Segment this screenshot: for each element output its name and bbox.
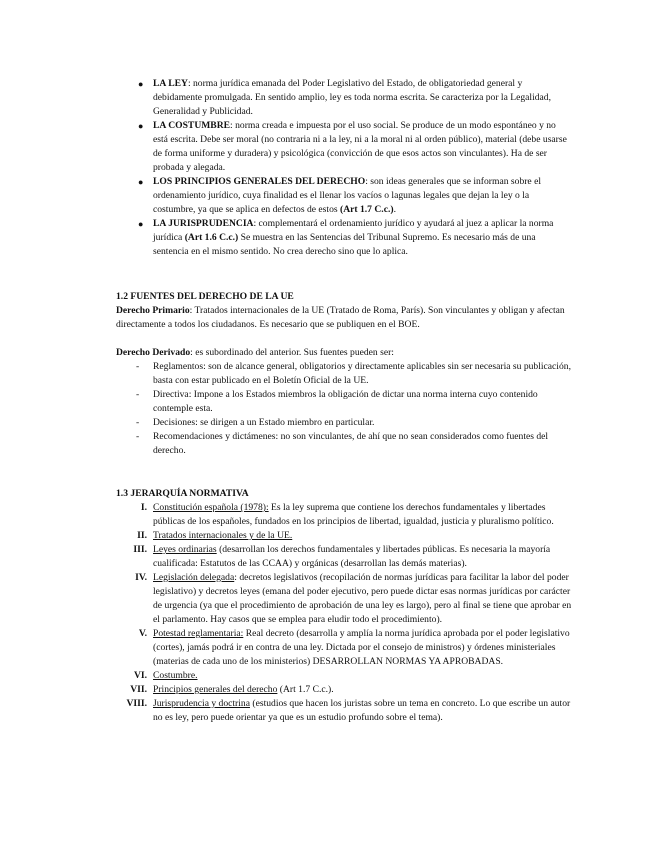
bullet-text-end: Se muestra en las Sentencias del Tribunal Supremo. Es necesario más de una sentencia en el mismo sentido. No crea derecho sino que lo aplica. (153, 232, 536, 257)
dash-marker: - (136, 361, 140, 372)
paragraph-primario (116, 304, 576, 332)
roman-numeral: VII. (130, 684, 147, 695)
list-item (116, 388, 576, 416)
article-reference: (Art 1.6 C.c.) (184, 232, 239, 243)
roman-numeral: VI. (133, 670, 147, 681)
list-item (116, 501, 576, 529)
list-item-text: Reglamentos: son de alcance general, obligatorios y directamente aplicables sin ser necesaria su publicación, basta con estar publicado en el Boletín Oficial de la UE. (153, 361, 571, 386)
list-item (116, 416, 576, 430)
list-item (116, 571, 576, 627)
list-item (116, 529, 576, 543)
item-text: Es la ley suprema que contiene los derechos fundamentales y libertades públicas de los españoles, fundados en los principios de libertad, igualdad, justicia y pluralismo político. (153, 502, 554, 527)
list-item (116, 697, 576, 725)
item-text: (desarrollan los derechos fundamentales y libertades públicas. Es necesaria la mayoría cualificada: Estatutos de las CCAA) y orgánicas (desarrollan las demás materias). (153, 544, 551, 569)
hierarchy-list (116, 501, 576, 725)
term-primario: Derecho Primario (116, 305, 190, 316)
list-item-text: Recomendaciones y dictámenes: no son vinculantes, de ahí que no sean considerados como fuentes del derecho. (153, 431, 549, 456)
item-term: Constitución española (1978): (153, 502, 269, 513)
bullet-text: : norma creada e impuesta por el uso social. Se produce de un modo espontáneo y no está escrita. Debe ser moral (no contraria ni a la ley, ni a la moral ni al orden público), material (debe usarse de forma uniforme y duradera) y psicológica (convicción de que esos actos son vinculantes). Ha de ser probada y alegada. (153, 120, 567, 173)
bullet-text: : complementará el ordenamiento jurídico y ayudará al juez a aplicar la norma jurídica (153, 218, 554, 243)
bullet-icon: ● (138, 79, 144, 89)
section-heading: 1.2 FUENTES DEL DERECHO DE LA UE (116, 291, 294, 302)
item-term: Tratados internacionales y de la UE. (153, 530, 293, 541)
list-item (116, 360, 576, 388)
roman-numeral: IV. (135, 572, 147, 583)
list-item (116, 119, 572, 175)
item-term: Potestad reglamentaria: (153, 628, 244, 639)
item-term: Legislación delegada (153, 572, 235, 583)
bullet-text-end: . (393, 204, 396, 215)
section-fuentes (116, 290, 576, 458)
item-text: Real decreto (desarrolla y amplía la norma jurídica aprobada por el poder legislativo (cortes), jamás podrá ir en contra de una ley. Dictada por el consejo de ministros) y órdenes ministeriales (materias de cada uno de los ministerios) DESARROLLAN NORMAS YA APROBADAS. (153, 628, 570, 667)
bullet-icon: ● (138, 121, 144, 131)
list-item (116, 683, 576, 697)
item-text: : decretos legislativos (recopilación de normas jurídicas para facilitar la labor del poder legislativo) y decretos leyes (emana del poder ejecutivo, pero puede dictar esas normas jurídicas por carácter de urgencia (ya que el procedimiento de aprobación de una ley es largo), pero al final se tiene que aprobar en el parlamento. Hay casos que se emplea para eludir todo el procedimiento). (153, 572, 572, 625)
roman-numeral: V. (138, 628, 147, 639)
roman-numeral: III. (133, 544, 147, 555)
list-item (116, 543, 576, 571)
bullet-icon: ● (138, 219, 144, 229)
sources-bullet-list (116, 77, 572, 259)
derivado-list (116, 360, 576, 458)
item-term: Costumbre. (153, 670, 198, 681)
item-term: Leyes ordinarias (153, 544, 217, 555)
list-item (116, 77, 572, 119)
list-item-text: Directiva: Impone a los Estados miembros la obligación de dictar una norma interna cuyo contenido contemple esta. (153, 389, 538, 414)
article-reference: (Art 1.7 C.c.) (340, 204, 394, 215)
bullet-term: LA LEY (153, 78, 188, 89)
dash-marker: - (136, 417, 140, 428)
bullet-text: : norma jurídica emanada del Poder Legislativo del Estado, de obligatoriedad general y debidamente promulgada. En sentido amplio, ley es toda norma escrita. Se caracteriza por la Legalidad, Generalidad y Publicidad. (153, 78, 551, 117)
list-item-text: Decisiones: se dirigen a un Estado miembro en particular. (153, 417, 375, 428)
bullet-icon: ● (138, 177, 144, 187)
list-item (116, 175, 572, 217)
list-item (116, 669, 576, 683)
dash-marker: - (136, 389, 140, 400)
roman-numeral: I. (140, 502, 147, 513)
item-text: (Art 1.7 C.c.). (277, 684, 334, 695)
derivado-text: : es subordinado del anterior. Sus fuentes pueden ser: (190, 347, 394, 358)
section-heading: 1.3 JERARQUÍA NORMATIVA (116, 488, 249, 499)
item-text: (estudios que hacen los juristas sobre un tema en concreto. Lo que escribe un autor no es ley, pero puede orientar ya que es un estudio profundo sobre el tema). (153, 698, 571, 723)
item-term: Principios generales del derecho (153, 684, 278, 695)
primario-text: : Tratados internacionales de la UE (Tratado de Roma, París). Son vinculantes y obligan y afectan directamente a todos los ciudadanos. Es necesario que se publiquen en el BOE. (116, 305, 565, 330)
bullet-text: : son ideas generales que se informan sobre el ordenamiento jurídico, cuya finalidad es el llenar los vacíos o lagunas legales que dejan la ley o la costumbre, ya que se aplica en defectos de estos (153, 176, 542, 215)
roman-numeral: VIII. (126, 698, 147, 709)
list-item (116, 217, 572, 259)
paragraph-derivado (116, 346, 576, 360)
bullet-term: LA JURISPRUDENCIA (153, 218, 254, 229)
list-item (116, 627, 576, 669)
list-item (116, 430, 576, 458)
bullet-term: LA COSTUMBRE (153, 120, 231, 131)
item-term: Jurisprudencia y doctrina (153, 698, 250, 709)
term-derivado: Derecho Derivado (116, 347, 191, 358)
bullet-term: LOS PRINCIPIOS GENERALES DEL DERECHO (153, 176, 366, 187)
roman-numeral: II. (137, 530, 147, 541)
dash-marker: - (136, 431, 140, 442)
section-jerarquia (116, 487, 576, 725)
